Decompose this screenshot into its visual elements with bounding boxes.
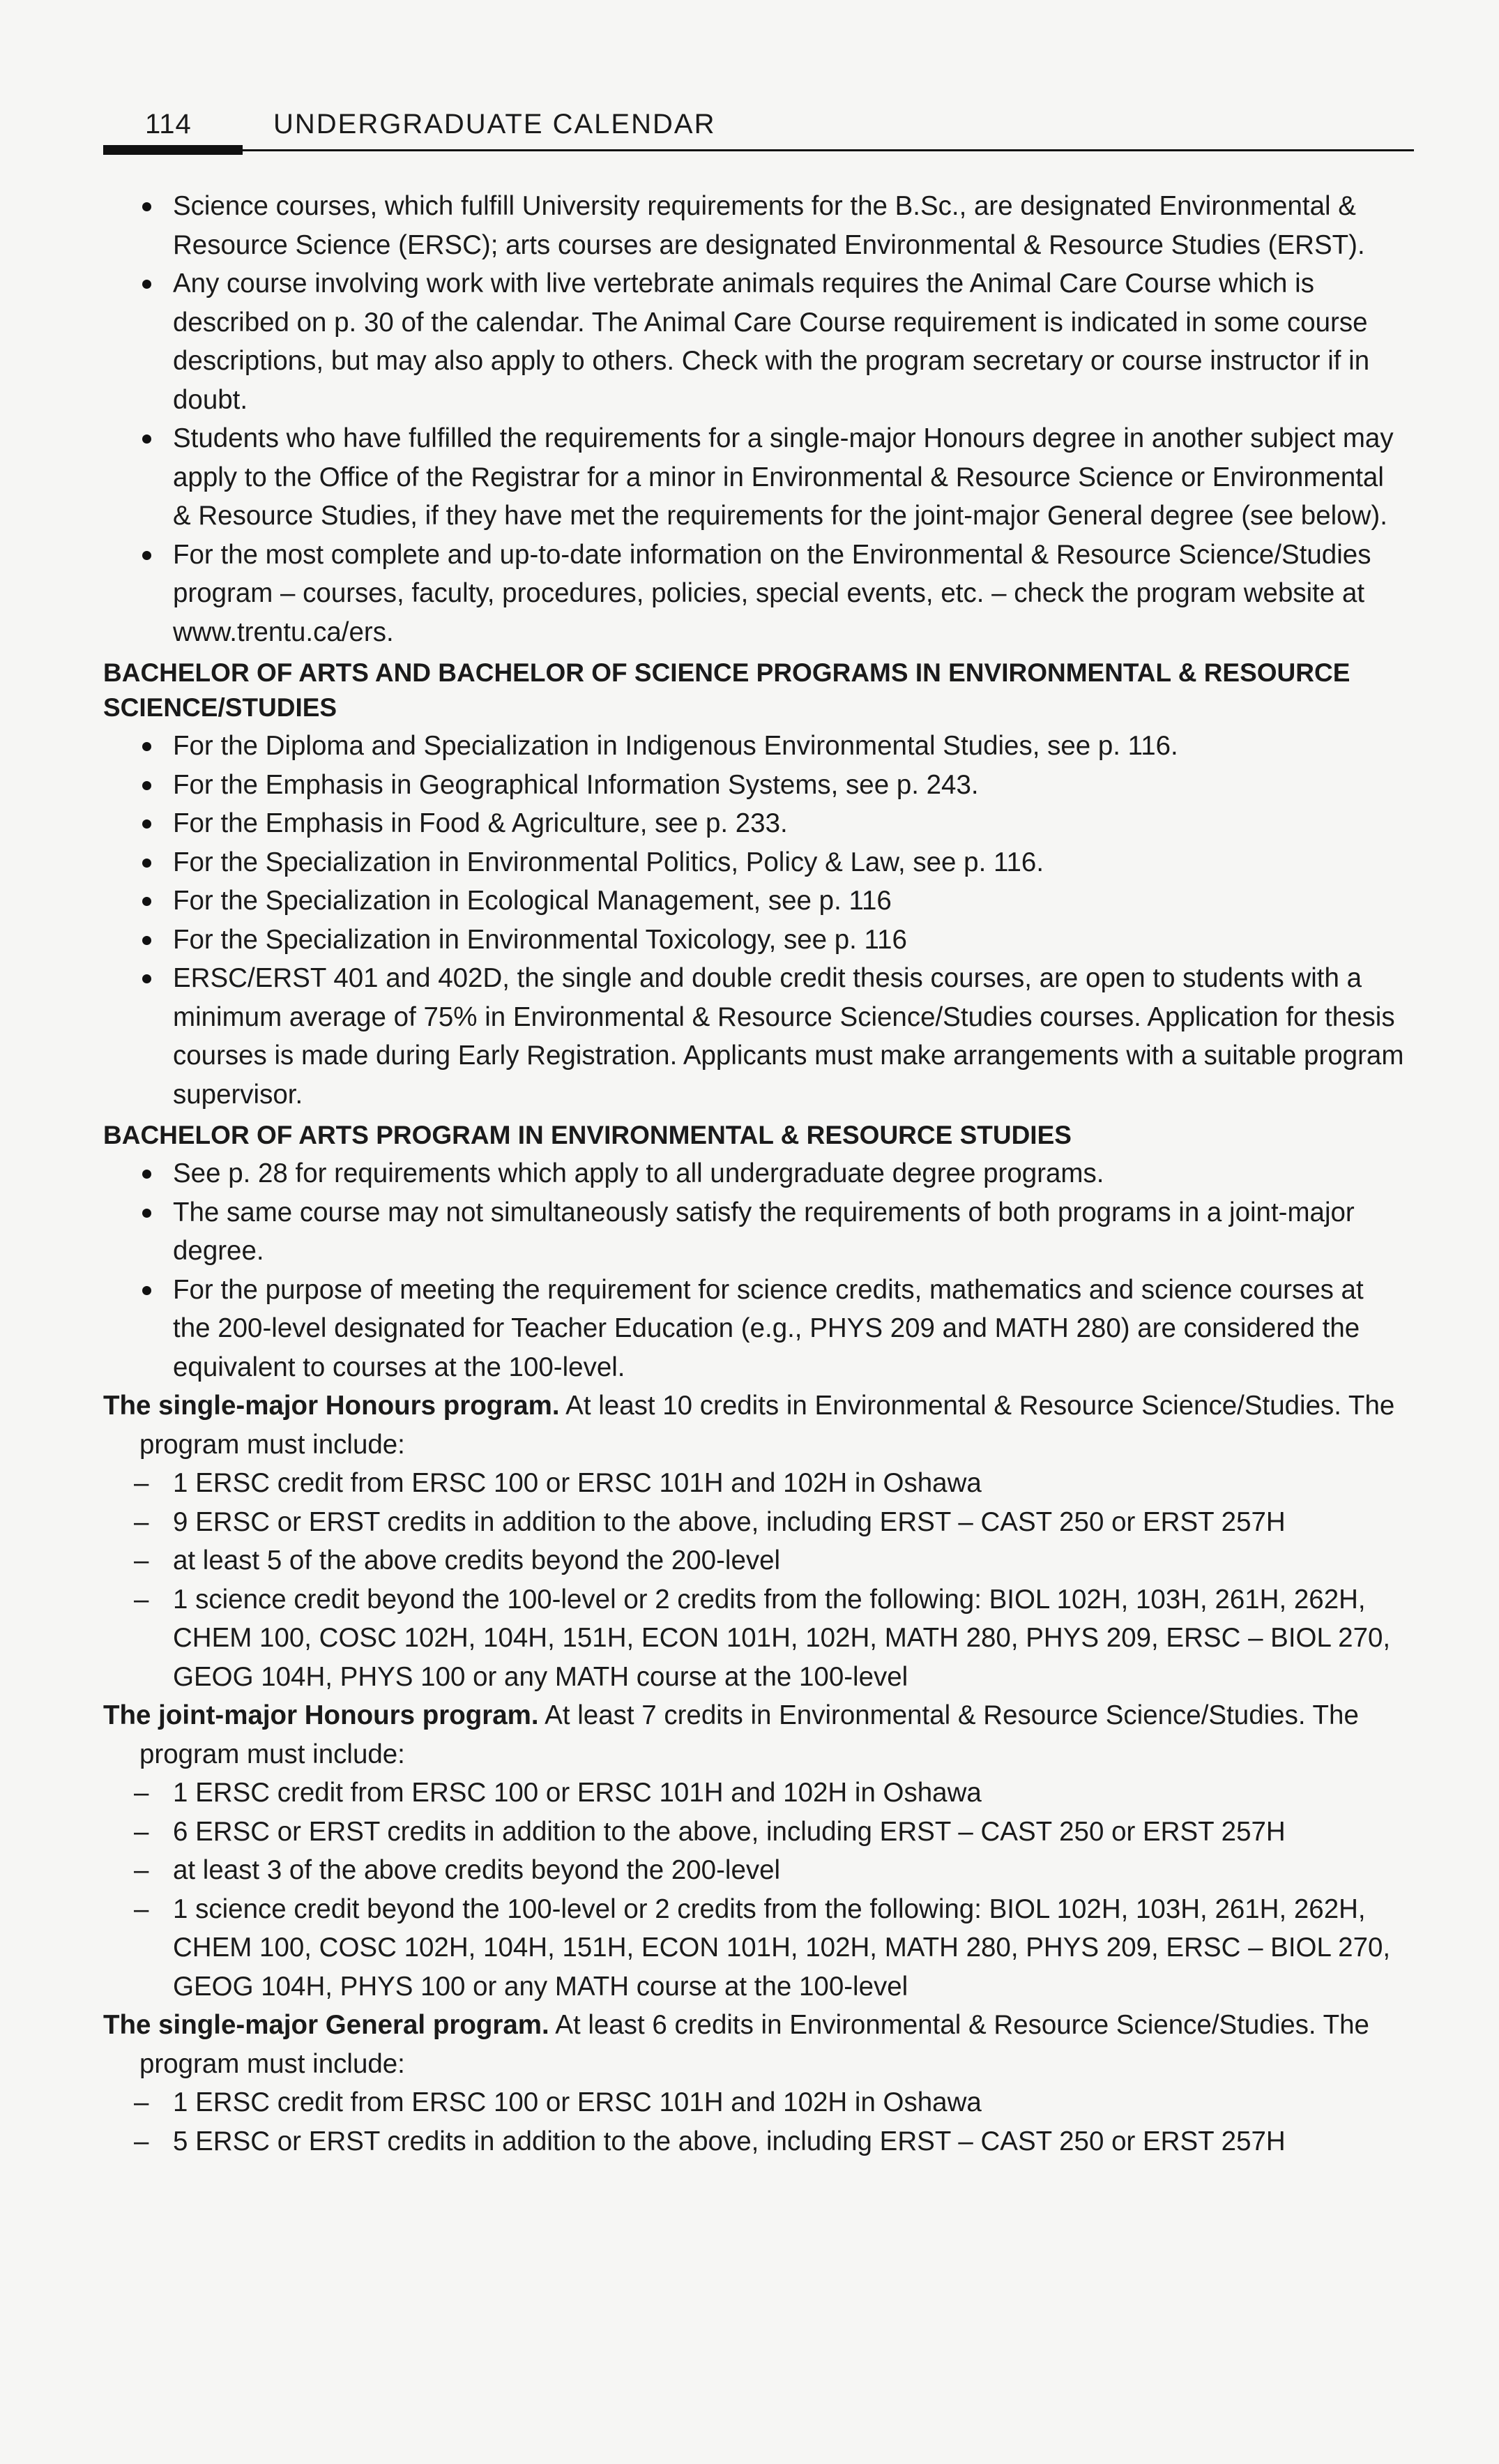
program-intro: At least 7 credits in Environmental & Resource Science/Studies. The program must include: [139, 1700, 1359, 1769]
list-item: For the Specialization in Environmental Politics, Policy & Law, see p. 116. [103, 843, 1407, 882]
header-rule-thick [103, 145, 243, 155]
program-requirements-list [103, 1774, 1407, 2006]
program-title: The single-major Honours program. [103, 1391, 560, 1421]
list-item: – at least 3 of the above credits beyond the 200-level [103, 1851, 1407, 1890]
section-heading-ba: BACHELOR OF ARTS PROGRAM IN ENVIRONMENTAL & RESOURCE STUDIES [103, 1121, 1072, 1149]
program-intro: At least 10 credits in Environmental & Resource Science/Studies. The program must include: [139, 1391, 1395, 1460]
list-item: – 1 ERSC credit from ERSC 100 or ERSC 101H and 102H in Oshawa [103, 1774, 1407, 1813]
list-item: – 1 ERSC credit from ERSC 100 or ERSC 101H and 102H in Oshawa [103, 2083, 1407, 2122]
list-item: For the most complete and up-to-date information on the Environmental & Resource Science/Studies program – courses, faculty, procedures, policies, special events, etc. – check the program website at www.trentu.ca/ers. [103, 536, 1407, 652]
program-joint-major-honours [103, 1696, 1407, 1774]
section-heading-ba-bsc: BACHELOR OF ARTS AND BACHELOR OF SCIENCE PROGRAMS IN ENVIRONMENTAL & RESOURCE SCIENCE/STUDIES [103, 658, 1350, 722]
program-intro: At least 6 credits in Environmental & Resource Science/Studies. The program must include: [139, 2010, 1369, 2079]
running-title: UNDERGRADUATE CALENDAR [273, 109, 716, 139]
program-requirements-list [103, 1464, 1407, 1696]
list-item: Any course involving work with live vertebrate animals requires the Animal Care Course which is described on p. 30 of the calendar. The Animal Care Course requirement is indicated in some course descriptions, but may also apply to others. Check with the program secretary or course instructor if in doubt. [103, 264, 1407, 419]
list-item: See p. 28 for requirements which apply to all undergraduate degree programs. [103, 1154, 1407, 1193]
list-item: For the Diploma and Specialization in Indigenous Environmental Studies, see p. 116. [103, 727, 1407, 766]
program-title: The single-major General program. [103, 2010, 549, 2040]
list-item: Students who have fulfilled the requirements for a single-major Honours degree in another subject may apply to the Office of the Registrar for a minor in Environmental & Resource Science or Environmental & Resource Studies, if they have met the requirements for the joint-major General degree (see below). [103, 419, 1407, 536]
list-item: For the Specialization in Environmental Toxicology, see p. 116 [103, 921, 1407, 960]
intro-bullet-list [103, 187, 1407, 651]
list-item: – at least 5 of the above credits beyond the 200-level [103, 1541, 1407, 1580]
program-requirements-list [103, 2083, 1407, 2161]
section2-bullet-list [103, 1154, 1407, 1386]
list-item: For the Emphasis in Food & Agriculture, see p. 233. [103, 804, 1407, 843]
list-item: Science courses, which fulfill University requirements for the B.Sc., are designated Environmental & Resource Science (ERSC); arts courses are designated Environmental & Resource Studies (ERST). [103, 187, 1407, 264]
header-rule [243, 149, 1414, 151]
list-item: For the Emphasis in Geographical Information Systems, see p. 243. [103, 766, 1407, 805]
list-item: ERSC/ERST 401 and 402D, the single and double credit thesis courses, are open to students with a minimum average of 75% in Environmental & Resource Science/Studies courses. Application for thesis courses is made during Early Registration. Applicants must make arrangements with a suitable program supervisor. [103, 959, 1407, 1114]
list-item: – 1 science credit beyond the 100-level or 2 credits from the following: BIOL 102H, 103H, 261H, 262H, CHEM 100, COSC 102H, 104H, 151H, ECON 101H, 102H, MATH 280, PHYS 209, ERSC – BIOL 270, GEOG 104H, PHYS 100 or any MATH course at the 100-level [103, 1580, 1407, 1697]
program-title: The joint-major Honours program. [103, 1700, 539, 1730]
list-item: – 6 ERSC or ERST credits in addition to the above, including ERST – CAST 250 or ERST 257H [103, 1813, 1407, 1852]
list-item: – 9 ERSC or ERST credits in addition to the above, including ERST – CAST 250 or ERST 257H [103, 1503, 1407, 1542]
program-single-major-honours [103, 1386, 1407, 1464]
page-number: 114 [145, 109, 192, 139]
page-content [103, 187, 1407, 2161]
section1-bullet-list [103, 727, 1407, 1114]
list-item: – 5 ERSC or ERST credits in addition to the above, including ERST – CAST 250 or ERST 257H [103, 2122, 1407, 2161]
list-item: For the Specialization in Ecological Management, see p. 116 [103, 882, 1407, 921]
list-item: The same course may not simultaneously satisfy the requirements of both programs in a joint-major degree. [103, 1193, 1407, 1271]
page-header [103, 103, 1414, 152]
list-item: – 1 ERSC credit from ERSC 100 or ERSC 101H and 102H in Oshawa [103, 1464, 1407, 1503]
list-item: For the purpose of meeting the requirement for science credits, mathematics and science courses at the 200-level designated for Teacher Education (e.g., PHYS 209 and MATH 280) are considered the equivalent to courses at the 100-level. [103, 1271, 1407, 1387]
program-single-major-general [103, 2006, 1407, 2083]
list-item: – 1 science credit beyond the 100-level or 2 credits from the following: BIOL 102H, 103H, 261H, 262H, CHEM 100, COSC 102H, 104H, 151H, ECON 101H, 102H, MATH 280, PHYS 209, ERSC – BIOL 270, GEOG 104H, PHYS 100 or any MATH course at the 100-level [103, 1890, 1407, 2006]
